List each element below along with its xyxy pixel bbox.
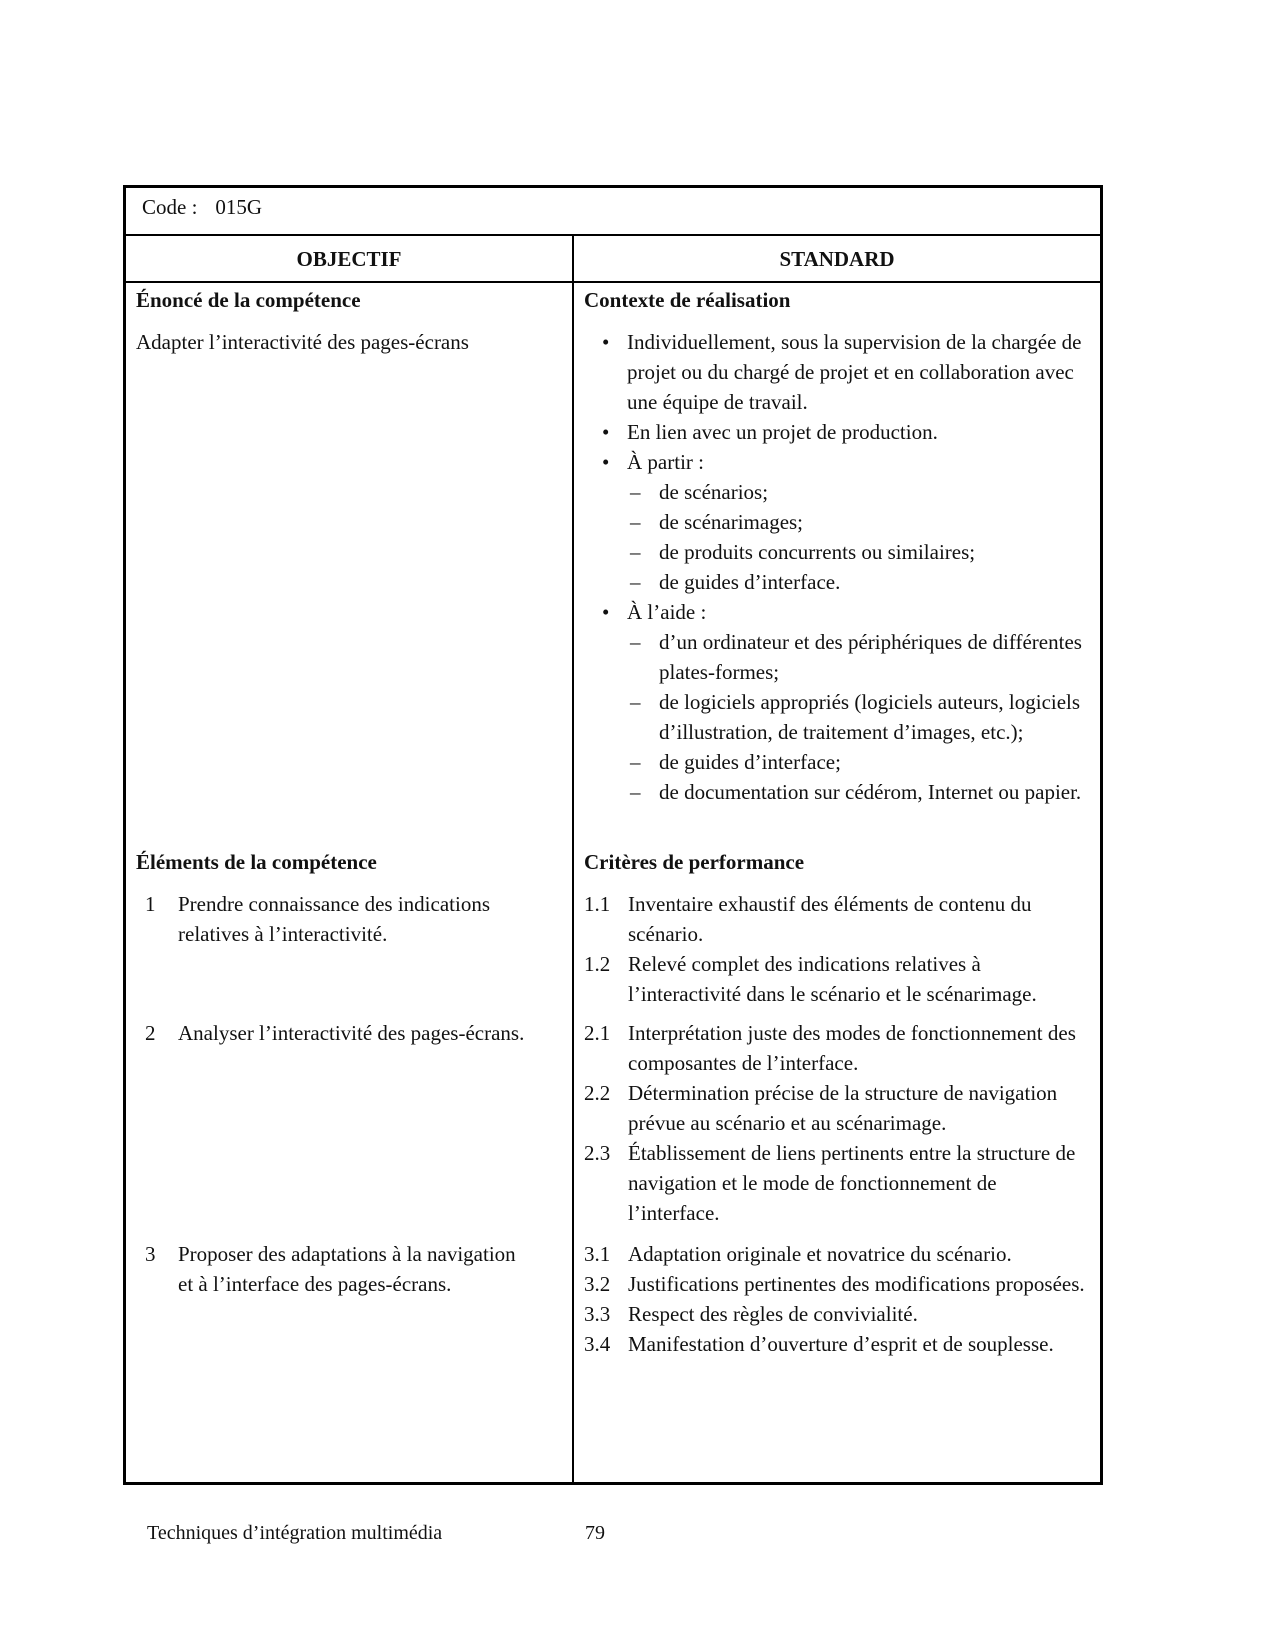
item-text: Inventaire exhaustif des éléments de contenu du scénario. bbox=[628, 892, 1032, 946]
item-number: 2 bbox=[145, 1021, 156, 1045]
item-text: de produits concurrents ou similaires; bbox=[659, 540, 976, 564]
item-text: En lien avec un projet de production. bbox=[627, 420, 938, 444]
item-text: Analyser l’interactivité des pages-écrans. bbox=[178, 1021, 525, 1045]
contexte-list bbox=[584, 327, 1088, 807]
dash-marker: – bbox=[630, 480, 641, 504]
bullet-item bbox=[584, 417, 1088, 447]
dash-marker: – bbox=[630, 540, 641, 564]
item-number: 1.2 bbox=[584, 952, 611, 976]
column-header-standard: STANDARD bbox=[572, 236, 1100, 281]
dash-marker: – bbox=[630, 510, 641, 534]
section-heading-enonce: Énoncé de la compétence bbox=[136, 288, 361, 312]
criteres-list-2 bbox=[584, 1018, 1088, 1228]
competency-table bbox=[123, 185, 1103, 1485]
item-text: À l’aide : bbox=[627, 600, 707, 624]
criterion-item bbox=[584, 1269, 1088, 1299]
bullet-item bbox=[584, 447, 1088, 477]
bullet-marker: • bbox=[602, 330, 610, 354]
item-number: 3.4 bbox=[584, 1332, 611, 1356]
item-number: 3.1 bbox=[584, 1242, 611, 1266]
dash-item bbox=[584, 477, 1088, 507]
item-text: de scénarimages; bbox=[659, 510, 804, 534]
item-text: de scénarios; bbox=[659, 480, 769, 504]
criterion-item bbox=[584, 1078, 1088, 1138]
item-text: d’un ordinateur et des périphériques de différentes plates-formes; bbox=[659, 630, 1082, 684]
item-number: 1 bbox=[145, 892, 156, 916]
criteres-cell-3 bbox=[572, 1231, 1100, 1482]
numbered-item bbox=[136, 1018, 562, 1048]
elements-list-1 bbox=[136, 889, 562, 949]
elements-cell-2 bbox=[126, 1006, 572, 1231]
bullet-marker: • bbox=[602, 450, 610, 474]
item-text: Individuellement, sous la supervision de la chargée de projet ou du chargé de projet et en collaboration avec une équipe de travail. bbox=[627, 330, 1082, 414]
code-value: 015G bbox=[215, 195, 263, 219]
elements-list-2 bbox=[136, 1018, 562, 1048]
item-number: 2.2 bbox=[584, 1081, 611, 1105]
footer-page-number: 79 bbox=[585, 1522, 605, 1544]
dash-marker: – bbox=[630, 570, 641, 594]
dash-marker: – bbox=[630, 690, 641, 714]
dash-item bbox=[584, 537, 1088, 567]
item-number: 3.3 bbox=[584, 1302, 611, 1326]
elements-cell-1 bbox=[126, 841, 572, 1006]
criteres-list-3 bbox=[584, 1239, 1088, 1359]
dash-item bbox=[584, 747, 1088, 777]
item-text: Interprétation juste des modes de fonctionnement des composantes de l’interface. bbox=[628, 1021, 1076, 1075]
item-text: de guides d’interface; bbox=[659, 750, 841, 774]
criterion-item bbox=[584, 1299, 1088, 1329]
bullet-item bbox=[584, 327, 1088, 417]
item-text: Prendre connaissance des indications relatives à l’interactivité. bbox=[178, 892, 490, 946]
item-number: 3.2 bbox=[584, 1272, 611, 1296]
item-text: Justifications pertinentes des modifications proposées. bbox=[628, 1272, 1085, 1296]
section-heading-contexte: Contexte de réalisation bbox=[584, 288, 791, 312]
code-label: Code : bbox=[142, 195, 198, 219]
dash-item bbox=[584, 777, 1088, 807]
elements-cell-3 bbox=[126, 1231, 572, 1482]
code-row bbox=[126, 188, 1100, 236]
criteres-cell-1 bbox=[572, 841, 1100, 1006]
item-number: 3 bbox=[145, 1242, 156, 1266]
footer-program-title: Techniques d’intégration multimédia bbox=[147, 1522, 443, 1544]
elements-list-3 bbox=[136, 1239, 562, 1299]
section-heading-elements: Éléments de la compétence bbox=[136, 850, 377, 874]
item-text: de documentation sur cédérom, Internet ou papier. bbox=[659, 780, 1082, 804]
item-text: Détermination précise de la structure de navigation prévue au scénario et au scénarimage. bbox=[628, 1081, 1058, 1135]
item-text: de guides d’interface. bbox=[659, 570, 841, 594]
criterion-item bbox=[584, 1329, 1088, 1359]
criterion-item bbox=[584, 1018, 1088, 1078]
item-text: Proposer des adaptations à la navigation et à l’interface des pages-écrans. bbox=[178, 1242, 516, 1296]
dash-item bbox=[584, 507, 1088, 537]
column-header-objectif: OBJECTIF bbox=[296, 246, 402, 271]
dash-marker: – bbox=[630, 780, 641, 804]
table-body bbox=[126, 283, 1100, 1482]
criterion-item bbox=[584, 1138, 1088, 1228]
section-heading-criteres: Critères de performance bbox=[584, 850, 805, 874]
item-text: Adaptation originale et novatrice du scénario. bbox=[628, 1242, 1012, 1266]
bullet-item bbox=[584, 597, 1088, 627]
criterion-item bbox=[584, 1239, 1088, 1269]
numbered-item bbox=[136, 889, 562, 949]
dash-marker: – bbox=[630, 630, 641, 654]
item-text: Respect des règles de convivialité. bbox=[628, 1302, 918, 1326]
enonce-cell bbox=[126, 283, 572, 841]
item-text: À partir : bbox=[627, 450, 704, 474]
numbered-item bbox=[136, 1239, 562, 1299]
item-number: 1.1 bbox=[584, 892, 611, 916]
criteres-list-1 bbox=[584, 889, 1088, 1009]
item-number: 2.1 bbox=[584, 1021, 611, 1045]
item-text: Établissement de liens pertinents entre la structure de navigation et le mode de fonctionnement de l’interface. bbox=[628, 1141, 1076, 1225]
item-text: Relevé complet des indications relatives à l’interactivité dans le scénario et le scénarimage. bbox=[628, 952, 1037, 1006]
item-number: 2.3 bbox=[584, 1141, 611, 1165]
bullet-marker: • bbox=[602, 600, 610, 624]
criterion-item bbox=[584, 889, 1088, 949]
bullet-marker: • bbox=[602, 420, 610, 444]
contexte-cell bbox=[572, 283, 1100, 841]
item-text: de logiciels appropriés (logiciels auteurs, logiciels d’illustration, de traitement d’images, etc.); bbox=[659, 690, 1081, 744]
dash-item bbox=[584, 687, 1088, 747]
dash-item bbox=[584, 567, 1088, 597]
item-text: Manifestation d’ouverture d’esprit et de souplesse. bbox=[628, 1332, 1054, 1356]
criterion-item bbox=[584, 949, 1088, 1009]
competency-statement: Adapter l’interactivité des pages-écrans bbox=[136, 330, 469, 354]
dash-item bbox=[584, 627, 1088, 687]
criteres-cell-2 bbox=[572, 1006, 1100, 1231]
table-header-row bbox=[126, 236, 1100, 283]
dash-marker: – bbox=[630, 750, 641, 774]
